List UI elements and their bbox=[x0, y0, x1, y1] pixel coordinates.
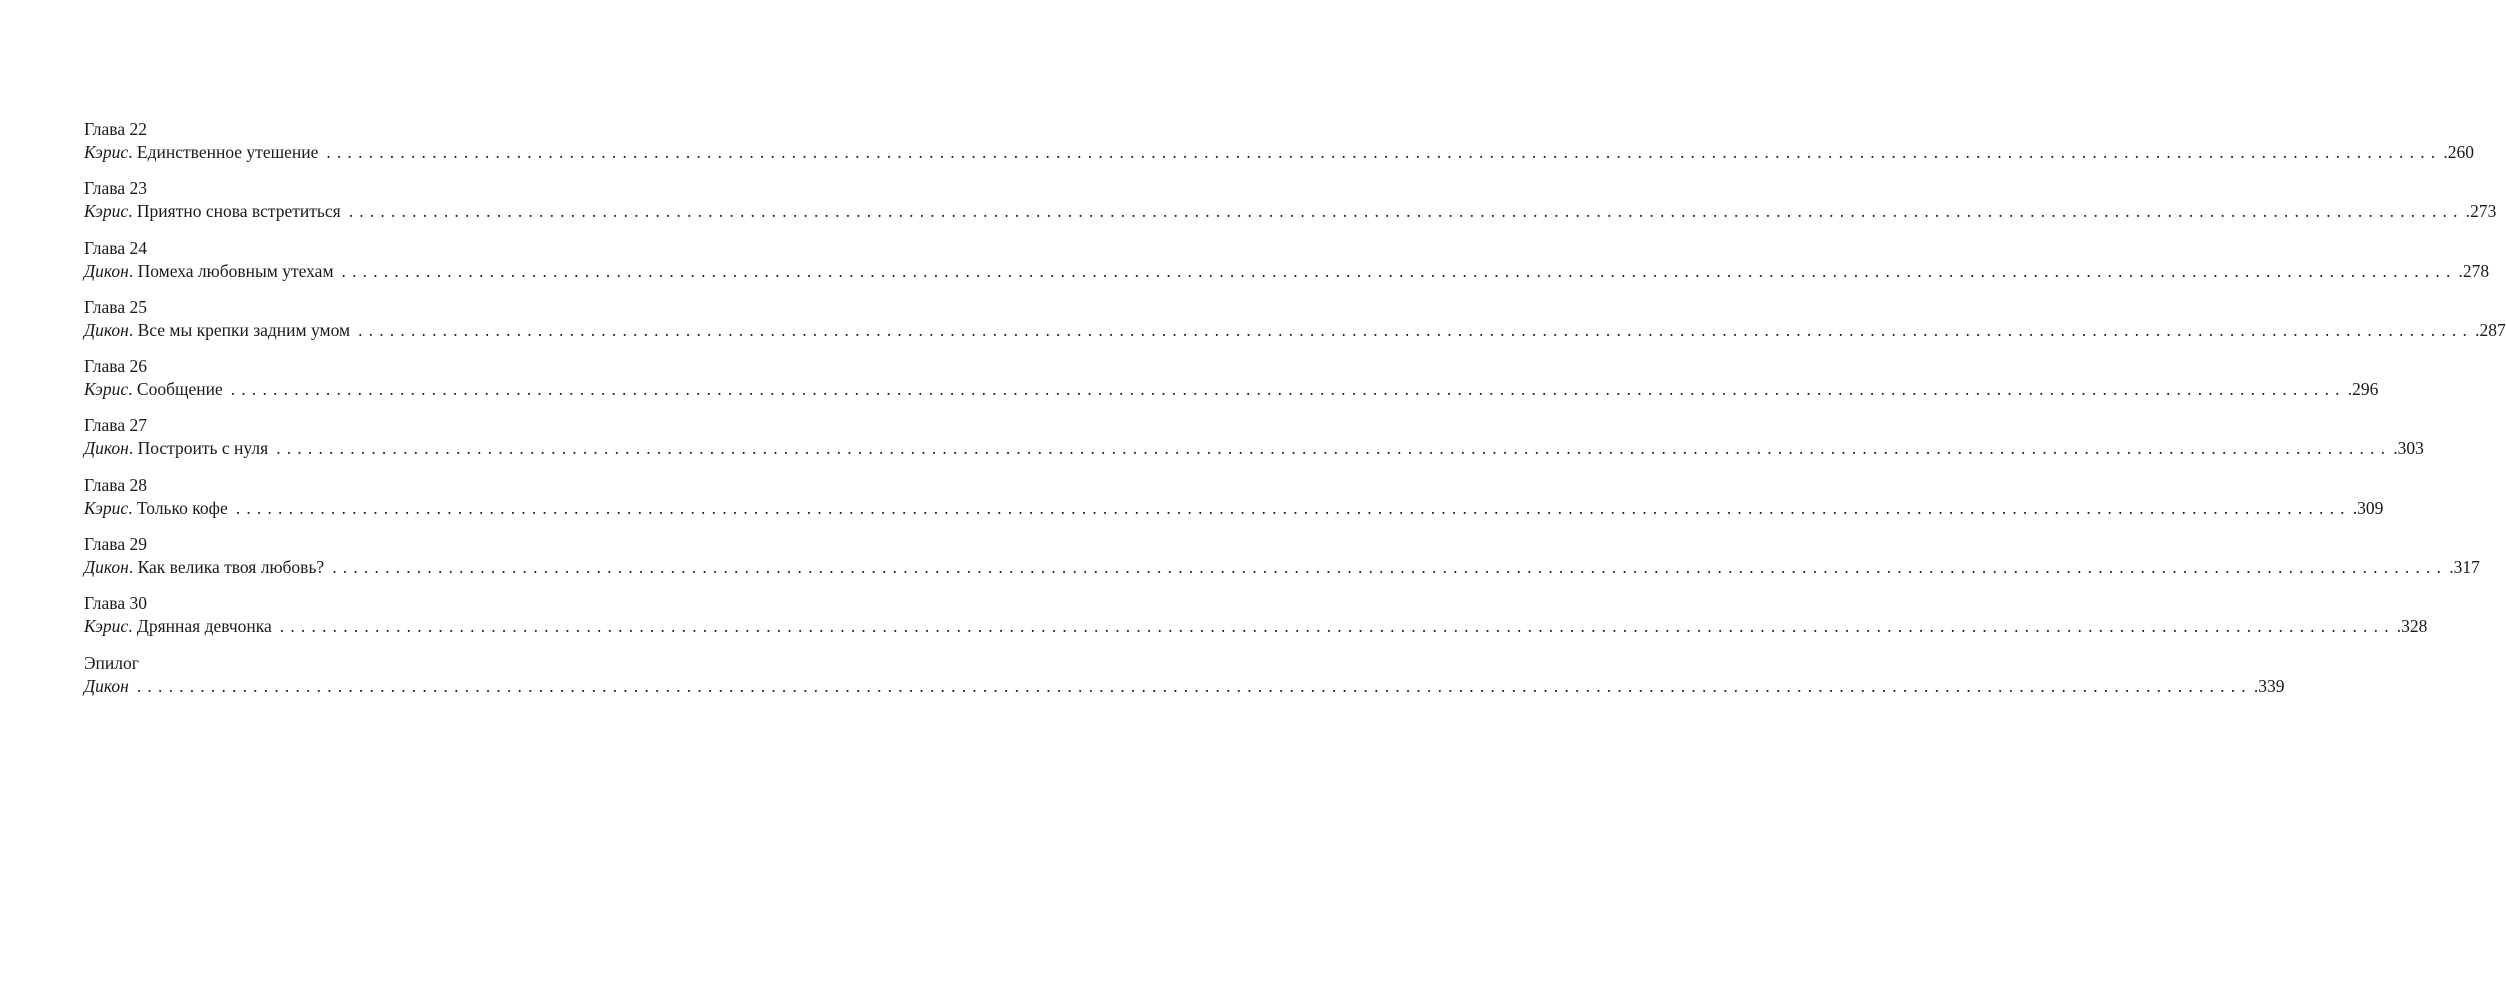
dot-leader: ........................................................................................................................................................................................................ bbox=[332, 557, 2448, 578]
dot-leader: ........................................................................................................................................................................................................ bbox=[279, 616, 2395, 637]
toc-entry bbox=[84, 296, 2506, 355]
toc-line bbox=[84, 260, 2490, 282]
toc-entry bbox=[84, 355, 2379, 414]
toc-line bbox=[84, 437, 2424, 459]
dot-leader: ........................................................................................................................................................................................................ bbox=[136, 675, 2252, 696]
page-number: .339 bbox=[2253, 675, 2285, 696]
dot-leader: ........................................................................................................................................................................................................ bbox=[358, 319, 2474, 340]
entry-text bbox=[84, 675, 129, 697]
toc-entry bbox=[84, 118, 2474, 177]
chapter-title: Единственное утешение bbox=[136, 142, 319, 162]
chapter-label: Глава 24 bbox=[84, 237, 147, 258]
toc-line bbox=[84, 378, 2379, 400]
table-of-contents bbox=[84, 118, 2506, 711]
entry-text: Дикон. Все мы крепки задним умом bbox=[84, 319, 351, 340]
page-number: .278 bbox=[2458, 260, 2490, 281]
chapter-title: Построить с нуля bbox=[137, 438, 269, 459]
page-number: .317 bbox=[2449, 557, 2480, 578]
chapter-label: Эпилог bbox=[84, 652, 139, 673]
page-number: .328 bbox=[2396, 616, 2428, 637]
toc-entry bbox=[84, 652, 2285, 711]
page-number: .287 bbox=[2475, 319, 2506, 340]
dot-leader: ........................................................................................................................................................................................................ bbox=[230, 379, 2346, 400]
entry-text: Кэрис. Приятно снова встретиться bbox=[84, 201, 341, 222]
chapter-label: Глава 27 bbox=[84, 415, 147, 436]
toc-line bbox=[84, 675, 2285, 697]
chapter-label: Глава 28 bbox=[84, 474, 147, 495]
page-number: .260 bbox=[2443, 142, 2474, 162]
chapter-label: Глава 30 bbox=[84, 593, 147, 614]
chapter-label: Глава 29 bbox=[84, 534, 147, 555]
narrator-name: Дикон bbox=[84, 557, 129, 578]
toc-entry bbox=[84, 474, 2384, 533]
dot-leader: ........................................................................................................................................................................................................ bbox=[341, 260, 2457, 281]
dot-leader: ........................................................................................................................................................................................................ bbox=[348, 201, 2464, 222]
narrator-name: Кэрис bbox=[84, 497, 129, 518]
toc-line bbox=[84, 556, 2480, 578]
toc-entry bbox=[84, 592, 2428, 651]
page-number: .303 bbox=[2393, 438, 2424, 459]
narrator-name: Дикон bbox=[84, 260, 129, 281]
entry-text: Кэрис. Сообщение bbox=[84, 379, 223, 400]
entry-text: Дикон. Построить с нуля bbox=[84, 438, 269, 459]
dot-leader: ........................................................................................................................................................................................................ bbox=[235, 497, 2351, 518]
toc-line bbox=[84, 319, 2506, 341]
toc-line bbox=[84, 615, 2428, 637]
narrator-name: Кэрис bbox=[84, 142, 129, 162]
narrator-name: Кэрис bbox=[84, 201, 129, 222]
narrator-name: Дикон bbox=[84, 438, 129, 459]
chapter-title: Помеха любовным утехам bbox=[137, 260, 334, 281]
narrator-name: Кэрис bbox=[84, 616, 129, 637]
toc-line bbox=[84, 497, 2384, 519]
toc-line bbox=[84, 200, 2497, 222]
chapter-label: Глава 23 bbox=[84, 178, 147, 199]
toc-entry bbox=[84, 177, 2497, 236]
chapter-title: Как велика твоя любовь? bbox=[137, 557, 325, 578]
chapter-title: Приятно снова встретиться bbox=[136, 201, 341, 222]
toc-entry bbox=[84, 237, 2490, 296]
narrator-name: Кэрис bbox=[84, 379, 129, 400]
chapter-title: Только кофе bbox=[136, 497, 228, 518]
dot-leader: ........................................................................................................................................................................................................ bbox=[326, 142, 2442, 162]
toc-entry bbox=[84, 533, 2480, 592]
page-number: .273 bbox=[2465, 201, 2497, 222]
chapter-title: Дрянная девчонка bbox=[136, 616, 272, 637]
chapter-label: Глава 26 bbox=[84, 356, 147, 377]
narrator-name: Дикон bbox=[84, 319, 129, 340]
entry-text: Кэрис. Дрянная девчонка bbox=[84, 616, 272, 637]
chapter-label: Глава 25 bbox=[84, 296, 147, 317]
toc-line bbox=[84, 141, 2474, 163]
chapter-title: Сообщение bbox=[136, 379, 223, 400]
page-number: .296 bbox=[2347, 379, 2379, 400]
narrator-name: Дикон bbox=[84, 675, 129, 696]
entry-text: Дикон. Как велика твоя любовь? bbox=[84, 557, 325, 578]
page-number: .309 bbox=[2352, 497, 2384, 518]
chapter-label: Глава 22 bbox=[84, 119, 147, 139]
entry-text: Кэрис. Единственное утешение bbox=[84, 142, 319, 162]
entry-text: Дикон. Помеха любовным утехам bbox=[84, 260, 334, 281]
dot-leader: ........................................................................................................................................................................................................ bbox=[276, 438, 2392, 459]
chapter-title: Все мы крепки задним умом bbox=[137, 319, 351, 340]
toc-entry bbox=[84, 414, 2424, 473]
entry-text: Кэрис. Только кофе bbox=[84, 497, 228, 518]
